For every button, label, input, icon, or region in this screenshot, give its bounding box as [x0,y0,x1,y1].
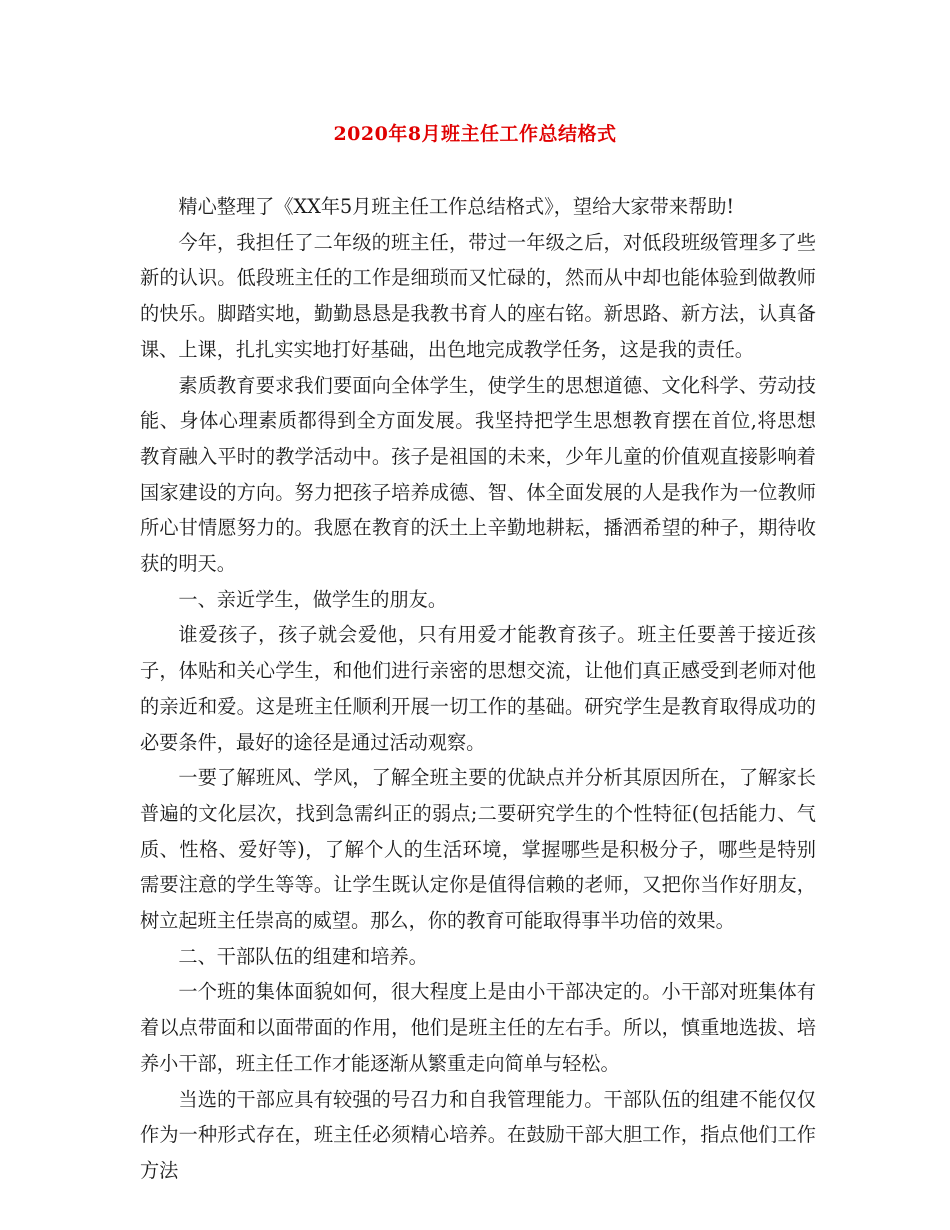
paragraph: 一个班的集体面貌如何，很大程度上是由小干部决定的。小干部对班集体有着以点带面和以面带面的作用，他们是班主任的左右手。所以，慎重地选拔、培养小干部，班主任工作才能逐渐从繁重走向简单与轻松。 [140,980,816,1075]
section-heading: 一、亲近学生，做学生的朋友。 [178,587,448,611]
paragraph: 谁爱孩子，孩子就会爱他，只有用爱才能教育孩子。班主任要善于接近孩子，体贴和关心学生，和他们进行亲密的思想交流，让他们真正感受到老师对他的亲近和爱。这是班主任顺利开展一切工作的基础。研究学生是教育取得成功的必要条件，最好的途径是通过活动观察。 [140,623,816,754]
paragraph: 今年，我担任了二年级的班主任，带过一年级之后，对低段班级管理多了些新的认识。低段班主任的工作是细琐而又忙碌的，然而从中却也能体验到做教师的快乐。脚踏实地，勤勤恳恳是我教书育人的座右铭。新思路、新方法，认真备课、上课，扎扎实实地打好基础，出色地完成教学任务，这是我的责任。 [140,230,816,361]
paragraph: 当选的干部应具有较强的号召力和自我管理能力。干部队伍的组建不能仅仅作为一种形式存在，班主任必须精心培养。在鼓励干部大胆工作，指点他们工作方法 [140,1087,816,1182]
section-heading: 二、干部队伍的组建和培养。 [178,944,428,968]
paragraph: 一要了解班风、学风，了解全班主要的优缺点并分析其原因所在，了解家长普遍的文化层次，找到急需纠正的弱点;二要研究学生的个性特征(包括能力、气质、性格、爱好等)，了解个人的生活环境，掌握哪些是积极分子，哪些是特别需要注意的学生等等。让学生既认定你是值得信赖的老师，又把你当作好朋友，树立起班主任崇高的威望。那么，你的教育可能取得事半功倍的效果。 [140,766,816,933]
document-body [140,189,816,1189]
paragraph-intro: 精心整理了《XX年5月班主任工作总结格式》，望给大家带来帮助! [178,195,735,218]
document-title: 2020年8月班主任工作总结格式 [333,123,617,145]
paragraph: 素质教育要求我们要面向全体学生，使学生的思想道德、文化科学、劳动技能、身体心理素质都得到全方面发展。我坚持把学生思想教育摆在首位,将思想教育融入平时的教学活动中。孩子是祖国的未来，少年儿童的价值观直接影响着国家建设的方向。努力把孩子培养成德、智、体全面发展的人是我作为一位教师所心甘情愿努力的。我愿在教育的沃土上辛勤地耕耘，播洒希望的种子，期待收获的明天。 [140,373,816,576]
